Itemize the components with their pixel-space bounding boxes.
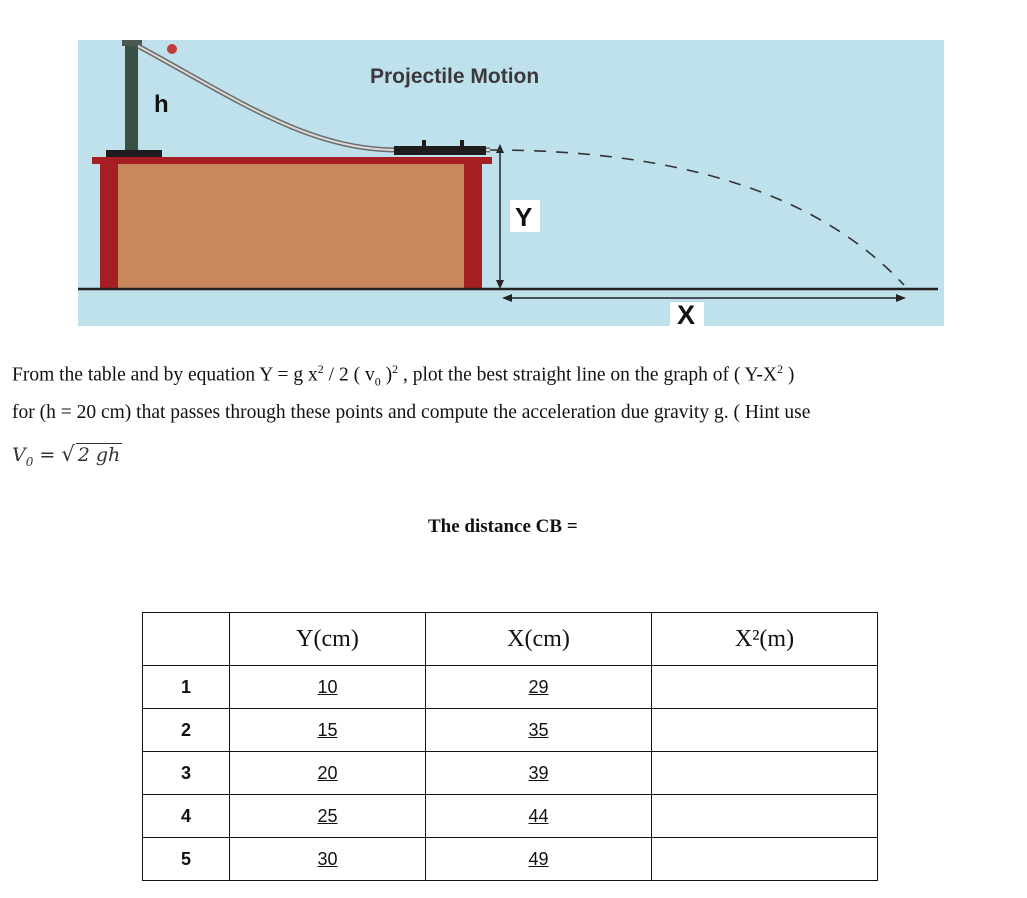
superscript: 2 <box>777 362 784 376</box>
x-value: 35 <box>528 719 549 740</box>
x2-cell[interactable] <box>652 752 878 795</box>
text: ) <box>380 364 393 386</box>
data-table <box>142 612 878 881</box>
superscript: 2 <box>392 362 399 376</box>
y-value: 25 <box>317 805 338 826</box>
ball-icon <box>167 44 177 54</box>
y-value: 20 <box>317 762 338 783</box>
subscript: 0 <box>25 454 34 469</box>
x-label: X <box>677 300 696 326</box>
hint-formula <box>12 442 122 469</box>
launch-tower <box>125 42 138 158</box>
text: , plot the best straight line on the graph of ( Y-X <box>398 364 778 386</box>
row-index: 3 <box>143 752 230 795</box>
instruction-line-1 <box>12 362 794 389</box>
row-index: 2 <box>143 709 230 752</box>
table-top <box>92 157 492 164</box>
row-index: 5 <box>143 838 230 881</box>
x2-cell[interactable] <box>652 838 878 881</box>
h-label: h <box>154 91 169 118</box>
text: From the table and by equation Y = g x <box>12 364 318 386</box>
row-index: 1 <box>143 666 230 709</box>
subscript: 0 <box>374 374 381 389</box>
x2-cell[interactable] <box>652 709 878 752</box>
formula-equals: = <box>33 444 62 466</box>
formula-lhs: V <box>12 444 26 466</box>
text: ) <box>783 364 795 386</box>
tower-base <box>106 150 162 157</box>
table-header-row <box>143 613 878 666</box>
table-row <box>143 666 878 709</box>
x-value: 29 <box>528 676 549 697</box>
header-index <box>143 613 230 666</box>
figure-title: Projectile Motion <box>370 65 540 88</box>
table-body <box>118 164 464 288</box>
y-value: 10 <box>317 676 338 697</box>
instruction-line-2: for (h = 20 cm) that passes through these points and compute the acceleration due gravity g. ( Hint use <box>12 402 811 423</box>
text: / 2 ( v <box>323 364 375 386</box>
header-x: X(cm) <box>426 613 652 666</box>
superscript: 2 <box>317 362 324 376</box>
y-value: 15 <box>317 719 338 740</box>
y-cell <box>230 838 426 881</box>
y-cell <box>230 666 426 709</box>
table-row <box>143 838 878 881</box>
row-index: 4 <box>143 795 230 838</box>
sqrt-icon: √ <box>61 442 75 466</box>
radicand: 2 gh <box>77 444 121 466</box>
header-x-squared: X²(m) <box>652 613 878 666</box>
table-row <box>143 709 878 752</box>
x-value: 44 <box>528 805 549 826</box>
y-value: 30 <box>317 848 338 869</box>
table-row <box>143 795 878 838</box>
x-cell <box>426 709 652 752</box>
x-cell <box>426 752 652 795</box>
distance-heading: The distance CB = <box>428 516 578 537</box>
x-value: 39 <box>528 762 549 783</box>
x-cell <box>426 838 652 881</box>
x-cell <box>426 666 652 709</box>
x2-cell[interactable] <box>652 666 878 709</box>
header-y: Y(cm) <box>230 613 426 666</box>
table-leg-right <box>464 164 482 288</box>
y-cell <box>230 709 426 752</box>
x-value: 49 <box>528 848 549 869</box>
y-cell <box>230 752 426 795</box>
table-leg-left <box>100 164 118 288</box>
launcher-block <box>394 146 486 155</box>
projectile-motion-figure <box>78 40 944 326</box>
table-row <box>143 752 878 795</box>
x2-cell[interactable] <box>652 795 878 838</box>
y-cell <box>230 795 426 838</box>
x-cell <box>426 795 652 838</box>
y-label: Y <box>515 202 533 232</box>
